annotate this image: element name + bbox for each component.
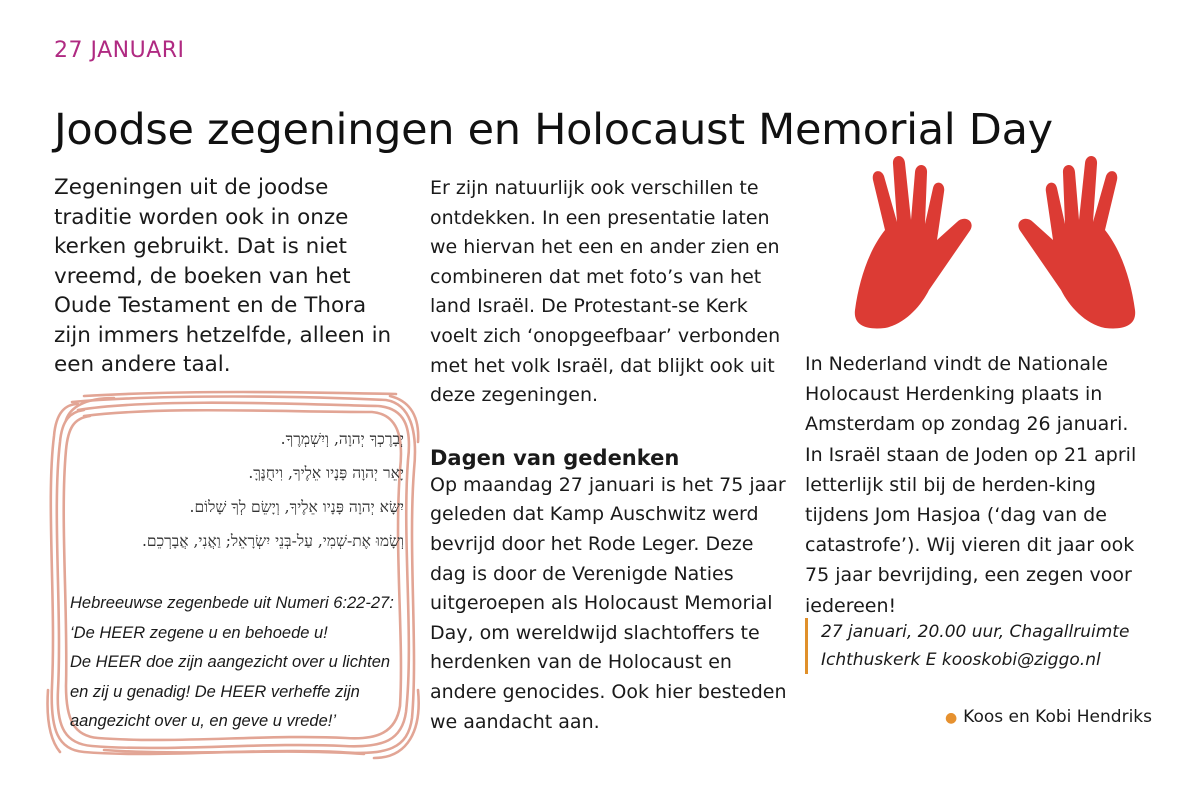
caption-line: De HEER doe zijn aangezicht over u lichten bbox=[70, 653, 391, 671]
event-info bbox=[805, 618, 1129, 674]
hebrew-line: יִשָּׂא יְהוָה פָּנָיו אֵלֶיךָ, וְיָשֵׂם לְךָ שָׁלוֹם. bbox=[189, 498, 404, 516]
hebrew-line: יְבָרֶכְךָ יְהוָה, וְיִשְׁמְרֶךָ. bbox=[280, 430, 404, 448]
column-middle bbox=[430, 174, 790, 737]
event-time-location: 27 januari, 20.00 uur, Chagallruimte bbox=[821, 622, 1130, 642]
hebrew-line: וְשָׂמוּ אֶת-שְׁמִי, עַל-בְּנֵי יִשְׂרָאֵל; וַאֲנִי, אֲבָרְכֵם. bbox=[142, 532, 404, 550]
body-paragraph: Er zijn natuurlijk ook verschillen te ontdekken. In een presentatie laten we hiervan het een en ander zien en combineren dat met foto’s van het land Israël. De Protestant-se Kerk voelt zich ‘onopgeefbaar’ verbonden met het volk Israël, dat blijkt ook uit deze zegeningen. bbox=[430, 177, 781, 407]
intro-text: Zegeningen uit de joodse traditie worden ook in onze kerken gebruikt. Dat is niet vreemd, de boeken van het Oude Testament en de Thora zijn immers hetzelfde, alleen in een andere taal. bbox=[54, 175, 392, 377]
bullet-dot-icon: ● bbox=[944, 710, 958, 726]
date-label: 27 JANUARI bbox=[54, 38, 185, 63]
section-heading: Dagen van gedenken bbox=[430, 445, 680, 470]
intro-paragraph bbox=[54, 173, 399, 380]
hebrew-blessing-text bbox=[66, 422, 404, 558]
caption-line: Hebreeuwse zegenbede uit Numeri 6:22-27: bbox=[70, 594, 394, 612]
caption-line: en zij u genadig! De HEER verheffe zijn bbox=[70, 682, 360, 701]
body-paragraph: Op maandag 27 januari is het 75 jaar geleden dat Kamp Auschwitz werd bevrijd door het Rode Leger. Deze dag is door de Verenigde Naties uitgeroepen als Holocaust Memorial Day, om wereldwijd slachtoffers te herdenken van de Holocaust en andere genocides. Ook hier besteden we aandacht aan. bbox=[430, 473, 787, 733]
body-paragraph: In Nederland vindt de Nationale Holocaust Herdenking plaats in Amsterdam op zondag 26 januari. In Israël staan de Joden op 21 april letterlijk stil bij de herden-king tijdens Jom Hasjoa (‘dag van de catastrofe’). Wij vieren dit jaar ook 75 jaar bevrijding, een zegen voor iedereen! bbox=[805, 353, 1137, 617]
column-right bbox=[805, 349, 1150, 621]
event-contact: Ichthuskerk E kooskobi@ziggo.nl bbox=[821, 650, 1101, 670]
caption-line: ‘De HEER zegene u en behoede u! bbox=[70, 623, 328, 642]
author-name: Koos en Kobi Hendriks bbox=[963, 707, 1152, 727]
blessing-box bbox=[44, 390, 422, 762]
author-credit bbox=[945, 707, 1152, 727]
caption-line: aangezicht over u, en geve u vrede!’ bbox=[70, 712, 337, 730]
blessing-caption bbox=[70, 589, 410, 737]
hebrew-line: יָאֵר יְהוָה פָּנָיו אֵלֶיךָ, וִיחֻנֶּךָּ. bbox=[248, 464, 404, 482]
priestly-blessing-hands-icon bbox=[845, 150, 1145, 335]
page-title: Joodse zegeningen en Holocaust Memorial Day bbox=[54, 104, 1053, 155]
